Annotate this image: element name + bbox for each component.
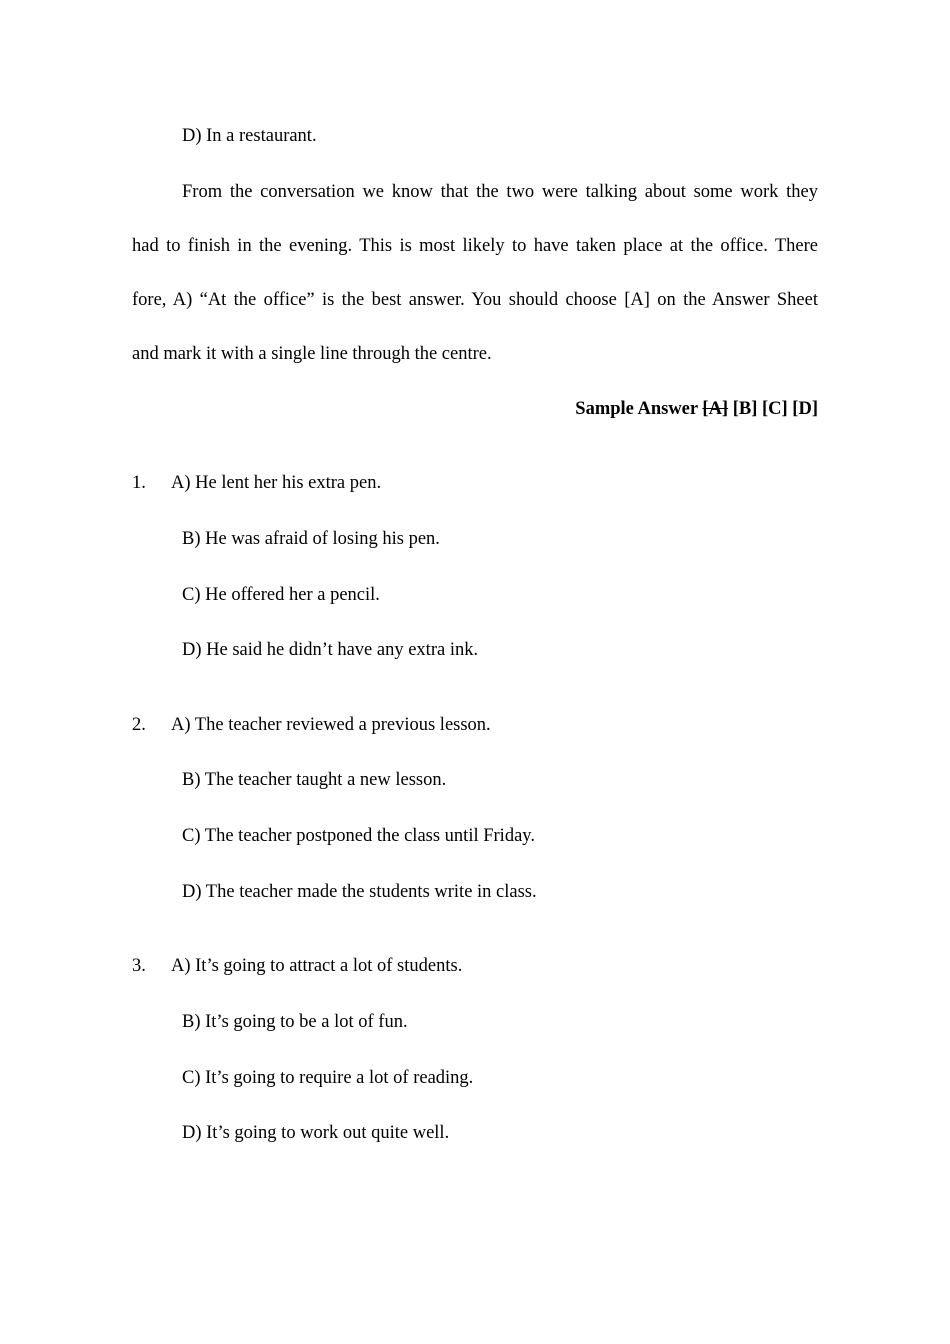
question-3-option-c: C) It’s going to require a lot of reading. (182, 1068, 474, 1088)
question-2-option-a: A) The teacher reviewed a previous lesson. (171, 715, 491, 735)
question-2-option-d: D) The teacher made the students write in class. (182, 882, 537, 902)
question-2-option-c: C) The teacher postponed the class until Friday. (182, 826, 535, 846)
question-1-option-a: A) He lent her his extra pen. (171, 473, 382, 493)
sample-answer (575, 397, 818, 421)
question-3-option-b: B) It’s going to be a lot of fun. (182, 1012, 408, 1032)
question-1-option-d: D) He said he didn’t have any extra ink. (182, 640, 479, 660)
sample-answer-rest: [B] [C] [D] (732, 399, 818, 419)
explanation-line-3: fore, A) “At the office” is the best answer. You should choose [A] on the Answer Sheet (132, 290, 818, 310)
question-number: 3. (132, 956, 146, 976)
example-option-d: D) In a restaurant. (182, 126, 317, 146)
sample-answer-label: Sample Answer (575, 399, 698, 419)
explanation-line-1: From the conversation we know that the two were talking about some work they (182, 182, 818, 202)
question-number: 1. (132, 473, 146, 493)
question-1-option-c: C) He offered her a pencil. (182, 585, 380, 605)
question-3-option-a: A) It’s going to attract a lot of students. (171, 956, 463, 976)
explanation-line-4: and mark it with a single line through the centre. (132, 344, 492, 364)
question-2-option-b: B) The teacher taught a new lesson. (182, 770, 447, 790)
question-3-option-d: D) It’s going to work out quite well. (182, 1123, 450, 1143)
explanation-line-2: had to finish in the evening. This is most likely to have taken place at the office. There (132, 236, 818, 256)
question-number: 2. (132, 715, 146, 735)
sample-answer-marked: [A] (702, 399, 729, 419)
question-1-option-b: B) He was afraid of losing his pen. (182, 529, 440, 549)
